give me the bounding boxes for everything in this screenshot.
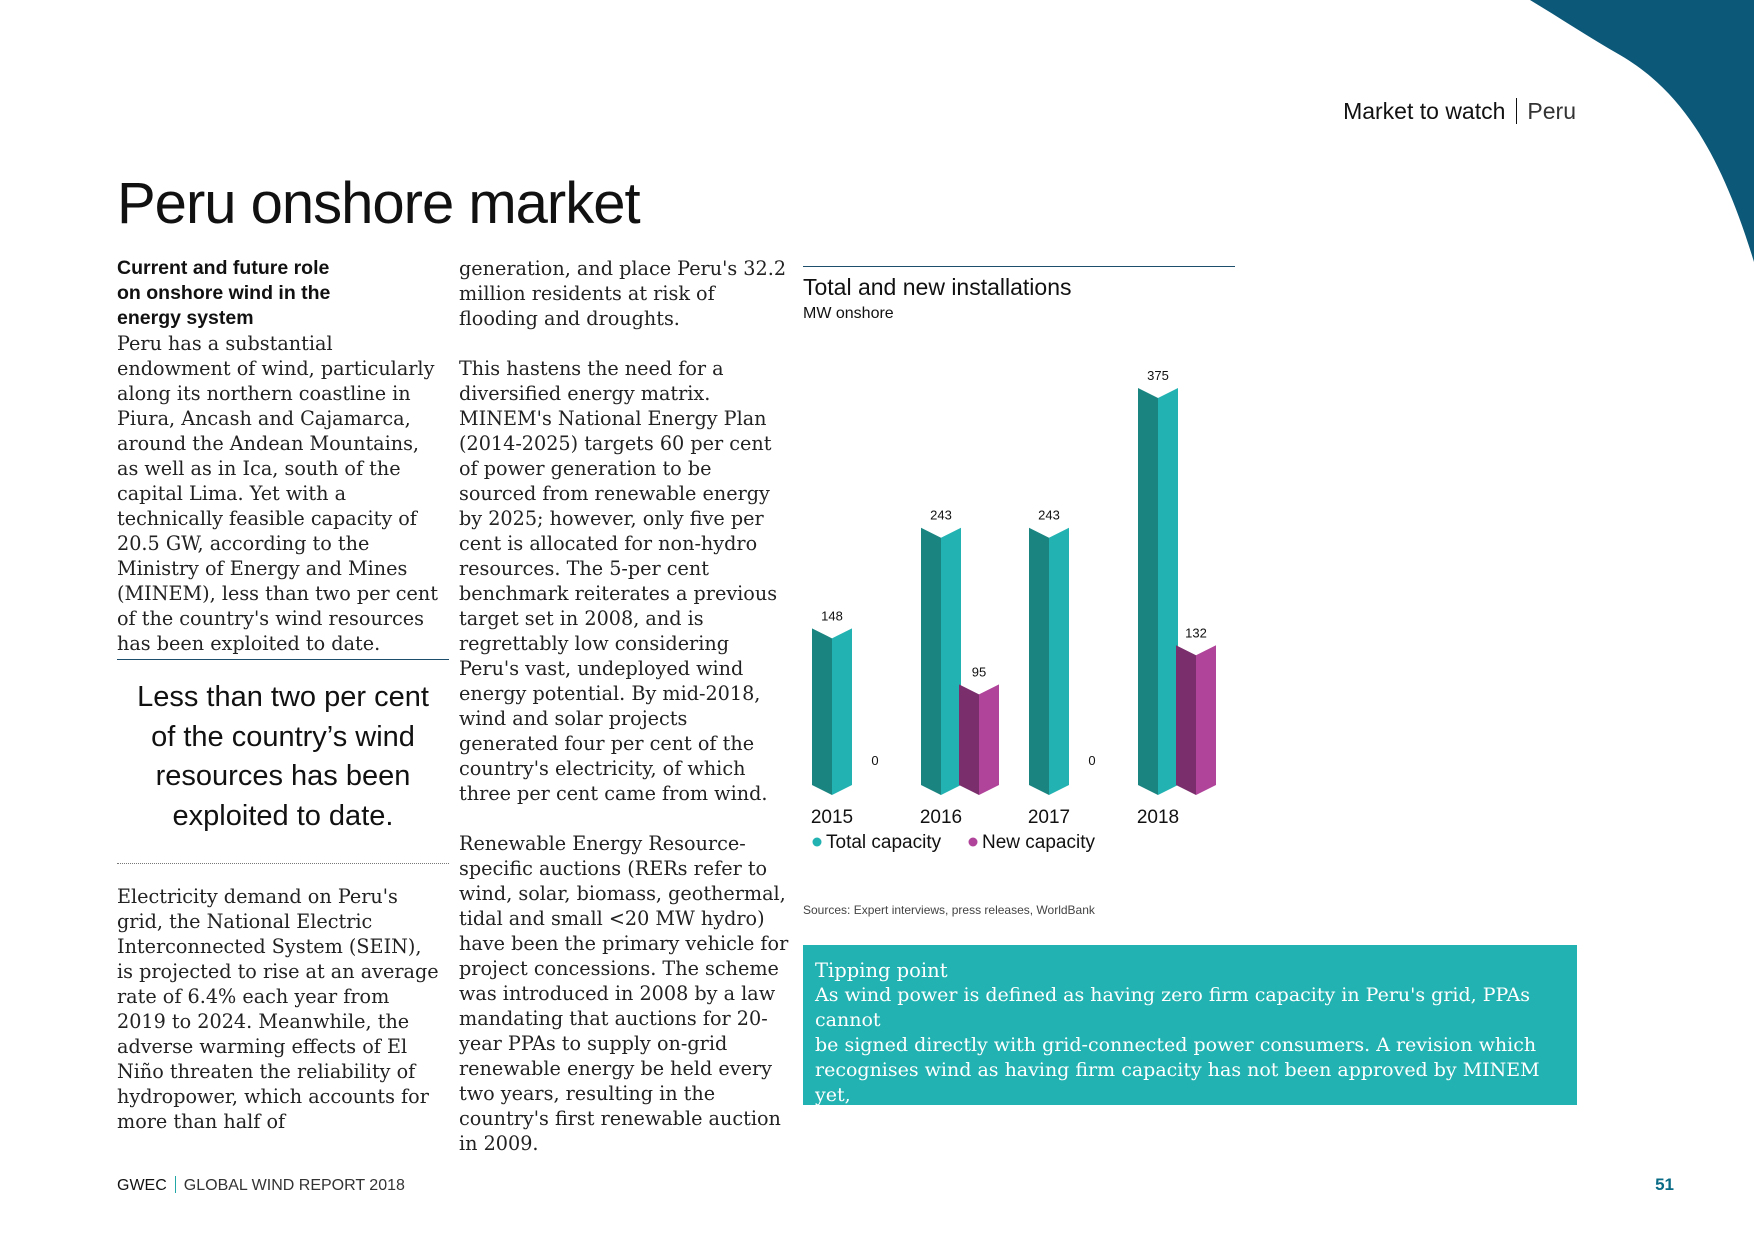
subheading-line: energy system <box>117 307 254 329</box>
footer-divider <box>175 1176 176 1193</box>
data-label-total-2015: 148 <box>821 608 843 624</box>
tipping-point-line: As wind power is defined as having zero firm capacity in Peru's grid, PPAs cannot <box>815 984 1531 1031</box>
subheading-line: on onshore wind in the <box>117 282 331 304</box>
data-label-total-2018: 375 <box>1147 368 1169 383</box>
body-paragraph: This hastens the need for a diversified energy matrix. MINEM's National Energy Plan (2014-2025) targets 60 per cent of power generation to be sourced from renewable energy by 2025; however, only five per cent is allocated for non-hydro resources. The 5-per cent benchmark reiterates a previous target set in 2008, and is regrettably low considering Peru's vast, undeployed wind energy potential. By mid-2018, wind and solar projects generated four per cent of the country's electricity, of which three per cent came from wind. <box>459 357 778 805</box>
section-label: Market to watch <box>1343 98 1506 124</box>
chart-subtitle: MW onshore <box>803 305 894 322</box>
tipping-point-line: but could open up utility-scale wind projects to corporate PPAs. <box>815 1109 1429 1131</box>
bar-total-2017-right-face <box>1049 528 1069 795</box>
chart-top-rule <box>803 266 1235 267</box>
bar-total-2018-left-face <box>1138 388 1158 795</box>
country-label: Peru <box>1527 98 1576 124</box>
bar-new-2016-right-face <box>979 684 999 795</box>
bar-total-2018-right-face <box>1158 388 1178 795</box>
page-number: 51 <box>1655 1175 1674 1194</box>
tipping-point-text <box>815 983 1565 1133</box>
bar-new-2016-left-face <box>959 684 979 795</box>
x-tick-label-2016: 2016 <box>919 807 963 828</box>
x-tick-label-2018: 2018 <box>1136 807 1180 828</box>
bar-new-2018-left-face <box>1176 645 1196 795</box>
bar-total-2017-left-face <box>1029 528 1049 795</box>
bar-total-2016-left-face <box>921 528 941 795</box>
section-subheading <box>117 256 442 331</box>
pull-quote-line: of the country’s wind <box>151 720 415 753</box>
page-title: Peru onshore market <box>117 171 640 236</box>
pull-quote-line: exploited to date. <box>172 799 394 832</box>
tipping-point-title: Tipping point <box>815 959 948 982</box>
bar-new-2016 <box>959 684 999 795</box>
pull-quote-top-rule <box>117 659 449 660</box>
tipping-point-box <box>803 945 1577 1131</box>
bar-new-2018 <box>1176 645 1216 795</box>
installations-chart <box>790 360 1230 860</box>
body-paragraph: Electricity demand on Peru's grid, the National Electric Interconnected System (SEIN), is projected to rise at an average rate of 6.4% each year from 2019 to 2024. Meanwhile, the adverse warming effects of El Niño threaten the reliability of hydropower, which accounts for more than half of <box>117 885 439 1133</box>
x-tick-label-2015: 2015 <box>810 807 854 828</box>
chart-title: Total and new installations <box>803 274 1072 300</box>
middle-column <box>459 256 789 1156</box>
pull-quote-line: resources has been <box>155 760 411 792</box>
data-label-new-2018: 132 <box>1185 625 1207 641</box>
data-label-total-2016: 243 <box>930 507 952 523</box>
bar-total-2015-left-face <box>812 628 832 795</box>
bar-total-2015 <box>812 628 852 795</box>
pull-quote-line: Less than two per cent <box>137 681 429 713</box>
section-header <box>1343 98 1576 125</box>
pull-quote-bottom-rule <box>117 863 449 864</box>
bar-total-2018 <box>1138 388 1178 795</box>
left-column <box>117 256 442 656</box>
bar-new-2018-right-face <box>1196 645 1216 795</box>
data-label-total-2017: 243 <box>1038 507 1060 523</box>
legend-total-marker <box>813 838 822 847</box>
data-label-new-2016: 95 <box>971 664 987 680</box>
header-divider <box>1516 98 1517 124</box>
body-paragraph: Peru has a substantial endowment of wind, particularly along its northern coastline in Piura, Ancash and Cajamarca, around the Andean Mountains, as well as in Ica, south of the capital Lima. Yet with a technically feasible capacity of 20.5 GW, according to the Ministry of Energy and Mines (MINEM), less than two per cent of the country's wind resources has been exploited to date. <box>117 332 438 655</box>
footer-report: GLOBAL WIND REPORT 2018 <box>183 1177 405 1194</box>
data-label-new-2017: 0 <box>1088 753 1096 768</box>
data-label-new-2015: 0 <box>871 753 879 768</box>
tipping-point-line: recognises wind as having firm capacity has not been approved by MINEM yet, <box>815 1059 1540 1106</box>
bar-total-2015-right-face <box>832 628 852 795</box>
subheading-line: Current and future role <box>117 257 330 279</box>
body-paragraph: Renewable Energy Resource-specific auctions (RERs refer to wind, solar, biomass, geothermal, tidal and small <20 MW hydro) have been the primary vehicle for project concessions. The scheme was introduced in 2008 by a law mandating that auctions for 20-year PPAs to supply on-grid renewable energy be held every two years, resulting in the country's first renewable auction in 2009. <box>459 832 789 1155</box>
bar-total-2016 <box>921 528 961 795</box>
x-tick-label-2017: 2017 <box>1027 807 1071 828</box>
legend-new-label: New capacity <box>982 832 1095 853</box>
legend-new-marker <box>969 838 978 847</box>
tipping-point-line: be signed directly with grid-connected power consumers. A revision which <box>815 1034 1537 1056</box>
left-column-continued <box>117 884 442 1134</box>
body-paragraph: generation, and place Peru's 32.2 million residents at risk of flooding and droughts. <box>459 257 787 330</box>
pull-quote <box>117 678 449 836</box>
footer <box>117 1176 405 1195</box>
bar-total-2016-right-face <box>941 528 961 795</box>
bar-total-2017 <box>1029 528 1069 795</box>
chart-sources: Sources: Expert interviews, press releases, WorldBank <box>803 903 1095 917</box>
footer-brand: GWEC <box>117 1177 167 1194</box>
legend-total-label: Total capacity <box>826 832 942 853</box>
